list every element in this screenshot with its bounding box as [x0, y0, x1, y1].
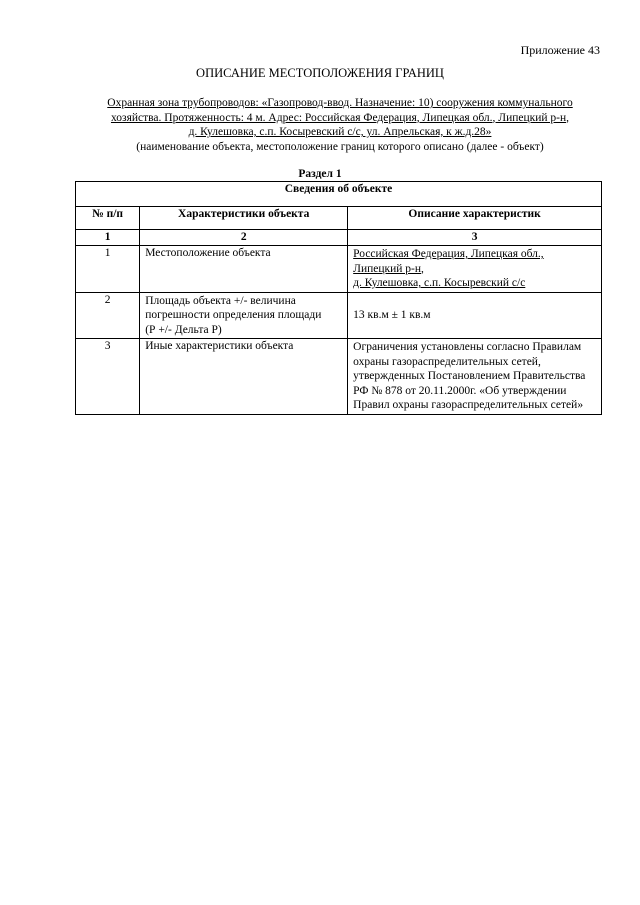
description-line: Российская Федерация, Липецкая обл.,	[353, 248, 544, 260]
table-header-row	[76, 207, 602, 230]
row-number: 2	[76, 292, 140, 339]
header-characteristic: Характеристики объекта	[140, 207, 348, 230]
row-number: 3	[76, 339, 140, 415]
row-description	[348, 246, 602, 293]
characteristic-line: Площадь объекта +/- величина	[145, 294, 296, 307]
column-number: 3	[348, 230, 602, 246]
characteristic-line: (Р +/- Дельта Р)	[145, 323, 222, 336]
table-caption-row	[76, 182, 602, 207]
row-number: 1	[76, 246, 140, 293]
column-number: 1	[76, 230, 140, 246]
object-name-line: Охранная зона трубопроводов: «Газопровод-ввод. Назначение: 10) сооружения коммунального	[107, 97, 573, 109]
table-caption: Сведения об объекте	[76, 182, 602, 207]
row-description	[348, 339, 602, 415]
column-number-row	[76, 230, 602, 246]
table-row	[76, 292, 602, 339]
appendix-label: Приложение 43	[520, 43, 600, 57]
row-characteristic: Местоположение объекта	[140, 246, 348, 293]
object-info-table	[75, 181, 602, 415]
object-name-line: д. Кулешовка, с.п. Косыревский с/с, ул. Апрельская, к ж.д.28»	[188, 126, 492, 138]
description-line: Правил охраны газораспределительных сетей»	[353, 399, 584, 411]
description-line: Ограничения установлены согласно Правилам	[353, 341, 582, 353]
row-characteristic: Иные характеристики объекта	[140, 339, 348, 415]
row-characteristic	[140, 292, 348, 339]
description-line: д. Кулешовка, с.п. Косыревский с/с	[353, 277, 526, 289]
row-description: 13 кв.м ± 1 кв.м	[348, 292, 602, 339]
description-line: утвержденных Постановлением Правительства	[353, 370, 586, 382]
description-line: Липецкий р-н,	[353, 262, 424, 275]
header-description: Описание характеристик	[348, 207, 602, 230]
document-title: ОПИСАНИЕ МЕСТОПОЛОЖЕНИЯ ГРАНИЦ	[196, 66, 444, 80]
object-name-line: хозяйства. Протяженность: 4 м. Адрес: Российская Федерация, Липецкая обл., Липецкий р-н,	[110, 111, 570, 124]
section-title: Раздел 1	[298, 168, 342, 180]
characteristic-line: погрешности определения площади	[145, 309, 322, 321]
column-number: 2	[140, 230, 348, 246]
description-line: охраны газораспределительных сетей,	[353, 355, 541, 368]
table-row	[76, 339, 602, 415]
table-row	[76, 246, 602, 293]
object-caption: (наименование объекта, местоположение границ которого описано (далее - объект)	[136, 140, 544, 153]
object-description	[80, 96, 600, 154]
description-line: РФ № 878 от 20.11.2000г. «Об утверждении	[353, 384, 567, 397]
header-number: № п/п	[76, 207, 140, 230]
